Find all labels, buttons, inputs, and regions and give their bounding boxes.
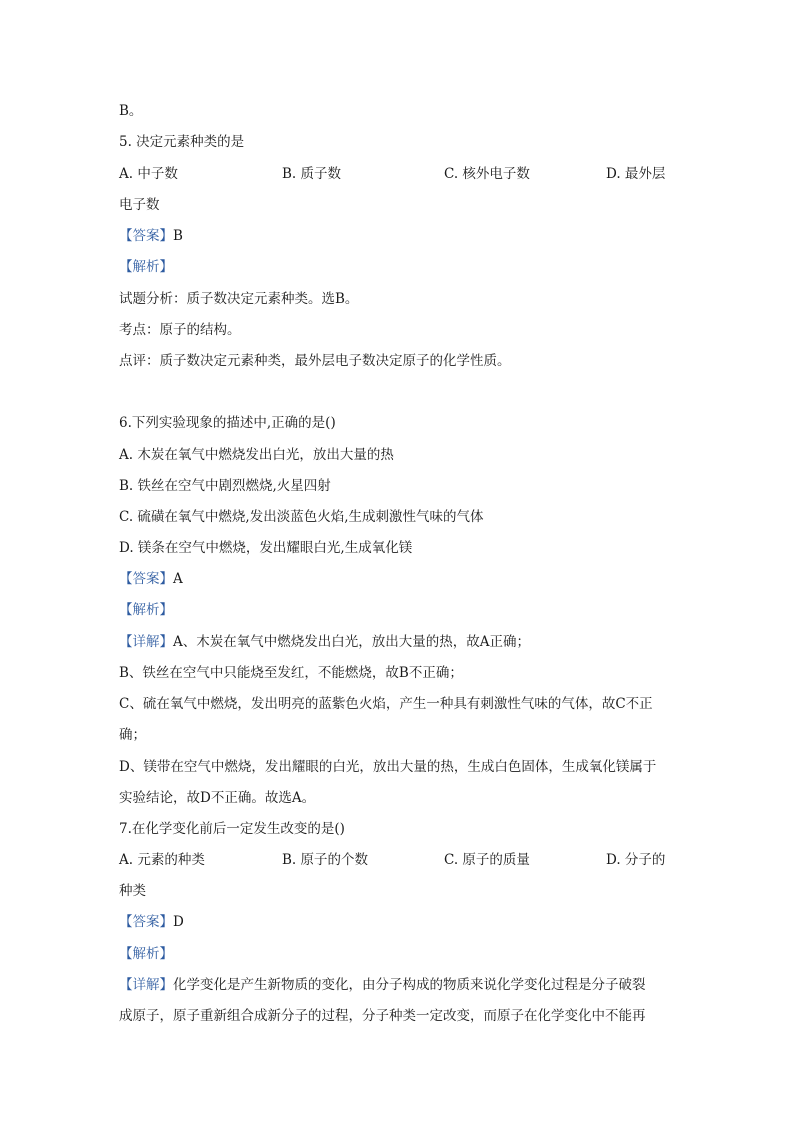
q5-option-b: B. 质子数 [282,166,342,182]
analysis-tag: 【解析】 [119,946,173,962]
detail-tag: 【详解】 [119,634,173,650]
text-line: 成原子，原子重新组合成新分子的过程，分子种类一定改变，而原子在化学变化中不能再 [119,1008,646,1024]
text-line: C、硫在氧气中燃烧，发出明亮的蓝紫色火焰，产生一种具有刺激性气味的气体，故C不正 [119,696,653,712]
text-line: D、镁带在空气中燃烧，发出耀眼的白光，放出大量的热，生成白色固体，生成氧化镁属于 [119,759,657,775]
text-line: 试题分析：质子数决定元素种类。选B。 [119,291,359,307]
q6-option-a: A. 木炭在氧气中燃烧发出白光，放出大量的热 [119,447,394,463]
answer-value: B [173,228,183,244]
text-line: B。 [119,103,143,119]
answer-value: D [173,914,184,930]
q5-analysis-tag [119,257,173,277]
text-line: B、铁丝在空气中只能烧至发红，不能燃烧，故B不正确； [119,665,463,681]
q6-answer [119,569,183,589]
q7-answer [119,912,184,932]
q6-detail [119,632,530,652]
q5-option-d: D. 最外层 [606,166,666,182]
text-line: 确； [119,727,146,743]
detail-text: 化学变化是产生新物质的变化，由分子构成的物质来说化学变化过程是分子破裂 [173,977,646,993]
analysis-tag: 【解析】 [119,602,173,618]
text-line: 实验结论，故D不正确。故选A。 [119,790,316,806]
q6-option-c: C. 硫磺在氧气中燃烧,发出淡蓝色火焰,生成刺激性气味的气体 [119,509,484,525]
q6-option-b: B. 铁丝在空气中剧烈燃烧,火星四射 [119,478,331,494]
answer-tag: 【答案】 [119,228,173,244]
answer-tag: 【答案】 [119,914,173,930]
answer-value: A [173,571,183,587]
answer-tag: 【答案】 [119,571,173,587]
q7-analysis-tag [119,944,173,964]
q6-analysis-tag [119,600,173,620]
text-line: 电子数 [119,197,160,213]
question-5-stem: 5. 决定元素种类的是 [119,134,245,150]
analysis-tag: 【解析】 [119,259,173,275]
question-7-stem: 7.在化学变化前后一定发生改变的是() [119,821,345,837]
q5-option-a: A. 中子数 [119,166,178,182]
q7-option-a: A. 元素的种类 [119,852,205,868]
q7-option-c: C. 原子的质量 [444,852,530,868]
detail-text: A、木炭在氧气中燃烧发出白光，放出大量的热，故A正确； [173,634,530,650]
text-line: 点评：质子数决定元素种类，最外层电子数决定原子的化学性质。 [119,353,511,369]
q7-option-d: D. 分子的 [606,852,666,868]
q6-option-d: D. 镁条在空气中燃烧，发出耀眼白光,生成氧化镁 [119,540,413,556]
q7-option-b: B. 原子的个数 [282,852,369,868]
question-6-stem: 6.下列实验现象的描述中,正确的是() [119,415,336,431]
text-line: 种类 [119,883,146,899]
q5-answer [119,226,183,246]
q7-detail [119,975,646,995]
text-line: 考点：原子的结构。 [119,322,241,338]
q5-option-c: C. 核外电子数 [444,166,530,182]
detail-tag: 【详解】 [119,977,173,993]
